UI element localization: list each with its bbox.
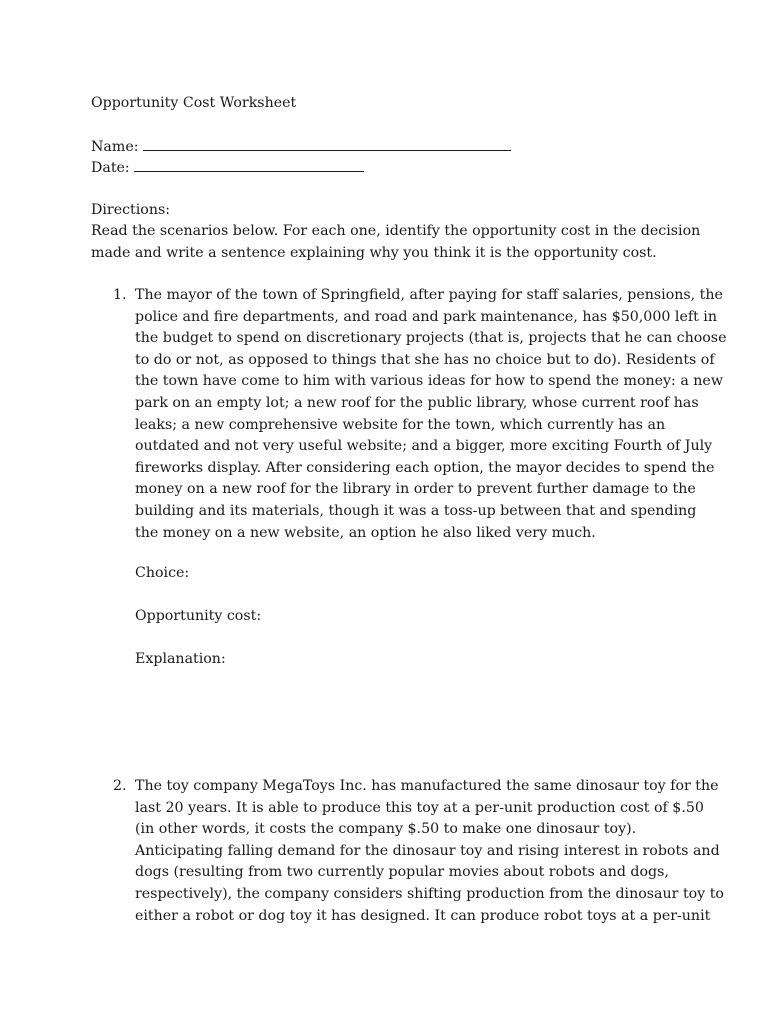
worksheet-title: Opportunity Cost Worksheet (91, 95, 297, 111)
opportunity-cost-label: Opportunity cost: (135, 608, 262, 624)
question-line: dogs (resulting from two currently popular movies about robots and dogs, (135, 864, 669, 881)
name-blank-line (143, 136, 511, 151)
question-line: leaks; a new comprehensive website for the town, which currently has an (135, 416, 666, 433)
question-line: respectively), the company considers shifting production from the dinosaur toy to (135, 885, 724, 902)
name-field-row (91, 136, 511, 159)
explanation-label: Explanation: (135, 651, 226, 667)
date-label: Date: (91, 160, 130, 176)
question-line: outdated and not very useful website; and a bigger, more exciting Fourth of July (135, 438, 713, 455)
question-line: money on a new roof for the library in order to prevent further damage to the (135, 481, 696, 498)
directions-line: Read the scenarios below. For each one, identify the opportunity cost in the decision (91, 223, 701, 239)
question-line: building and its materials, though it was a toss-up between that and spending (135, 502, 697, 519)
name-label: Name: (91, 139, 139, 155)
question-number: 1. (113, 287, 127, 303)
choice-label: Choice: (135, 565, 190, 581)
question-line: either a robot or dog toy it has designed. It can produce robot toys at a per-unit (135, 907, 711, 924)
question-line: park on an empty lot; a new roof for the public library, whose current roof has (135, 394, 699, 411)
question-line: Anticipating falling demand for the dinosaur toy and rising interest in robots and (135, 842, 720, 859)
question-line: The toy company MegaToys Inc. has manufactured the same dinosaur toy for the (135, 778, 719, 794)
date-field-row (91, 157, 364, 180)
directions-line: made and write a sentence explaining why you think it is the opportunity cost. (91, 244, 657, 261)
directions-heading: Directions: (91, 202, 171, 218)
question-line: the money on a new website, an option he also liked very much. (135, 524, 596, 541)
question-line: fireworks display. After considering each option, the mayor decides to spend the (135, 459, 715, 476)
question-line: police and fire departments, and road and park maintenance, has $50,000 left in (135, 308, 717, 325)
question-line: to do or not, as opposed to things that she has no choice but to do). Residents of (135, 351, 715, 368)
date-blank-line (134, 157, 364, 172)
question-line: (in other words, it costs the company $.50 to make one dinosaur toy). (135, 821, 637, 838)
question-line: the town have come to him with various ideas for how to spend the money: a new (135, 373, 723, 390)
question-line: the budget to spend on discretionary projects (that is, projects that he can choose (135, 330, 727, 347)
question-line: last 20 years. It is able to produce this toy at a per-unit production cost of $.50 (135, 799, 704, 816)
question-number: 2. (113, 778, 127, 794)
question-line: The mayor of the town of Springfield, after paying for staff salaries, pensions, the (135, 287, 723, 303)
question-2-text (135, 776, 724, 927)
directions-text (91, 221, 701, 264)
question-1-text (135, 285, 727, 544)
